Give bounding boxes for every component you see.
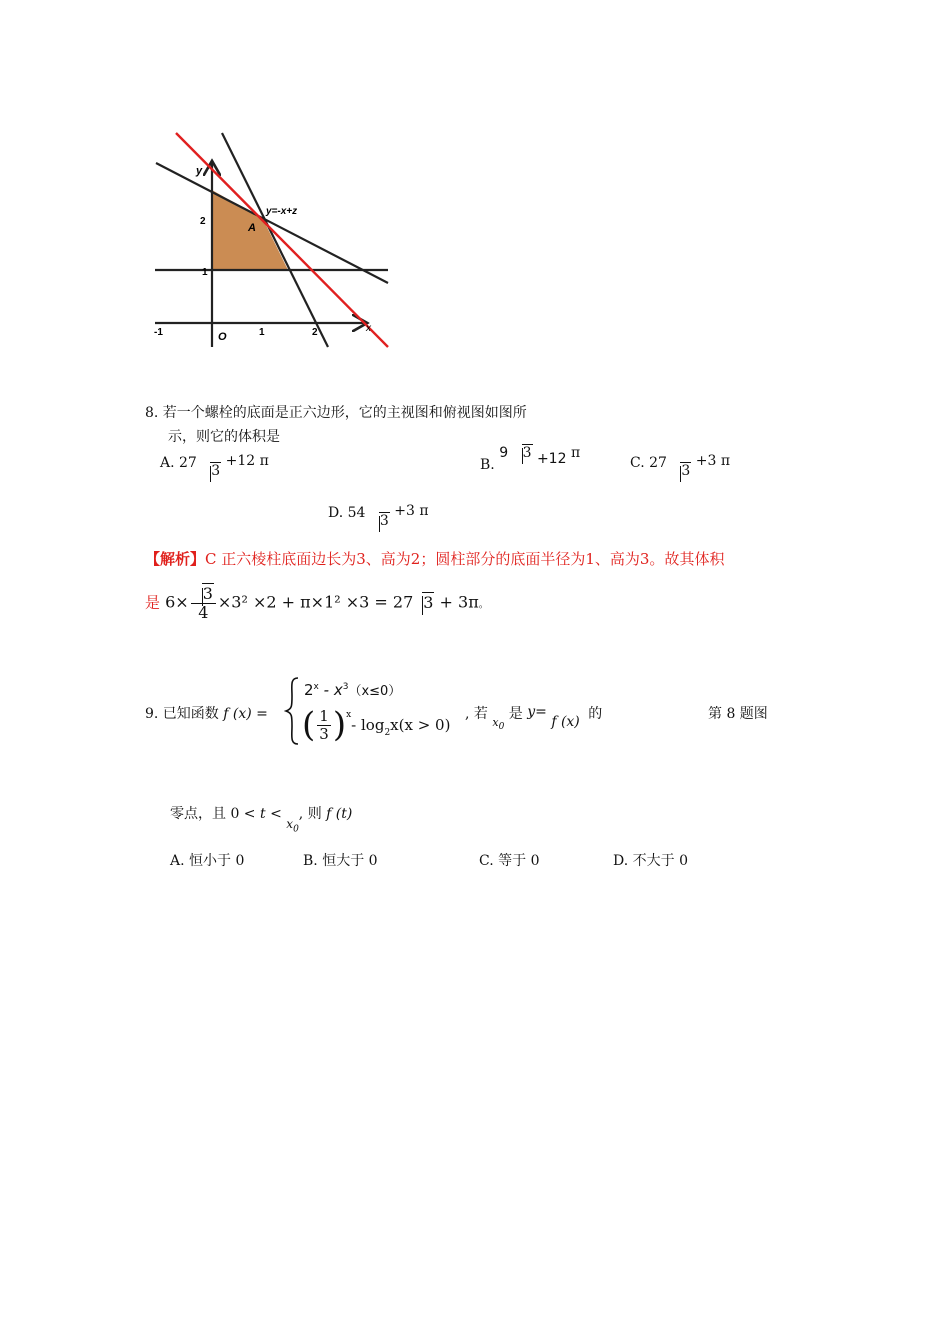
q8-option-d: D. 54 3 +3 π [328, 503, 429, 529]
q9-brace [284, 676, 300, 746]
y-axis-label: y [196, 165, 203, 177]
origin-label: O [218, 331, 227, 343]
tick-x-neg1: -1 [154, 327, 163, 338]
q9-option-c: C. 等于 0 [479, 853, 540, 869]
line-equation-label: y=-x+z [266, 206, 298, 217]
q9-after-brace: , 若 $_{x_0}$ 是 y= f (x) 的 [465, 704, 603, 733]
q9-case2: ( $\frac{1}{3}$ ) $^x$ - log $_2$ x(x > 0) [302, 705, 451, 745]
q9-case1: $2^x - x^3(x\le 0)$ [304, 681, 402, 699]
tick-y-2: 2 [200, 216, 206, 227]
figure-8-caption: 第 8 题图 [708, 706, 768, 722]
tick-x-1: 1 [259, 327, 265, 338]
q8-stem-line1: 8. 若一个螺栓的底面是正六边形，它的主视图和俯视图如图所 [145, 405, 527, 421]
q9-stem: 9. 已知函数 f (x) = [145, 706, 268, 722]
q9-option-a: A. 恒小于 0 [170, 853, 245, 869]
tick-x-2: 2 [312, 327, 318, 338]
analysis-tag: 【解析】 [145, 550, 206, 568]
q9-line2: 零点，且 $0 < t < x_0$, 则 f (t) [170, 806, 353, 835]
q9-option-d: D. 不大于 0 [613, 853, 688, 869]
linear-programming-graph [150, 125, 395, 355]
red-line [176, 133, 388, 347]
q8-option-c: C. 27 3 +3 π [630, 453, 731, 479]
q8-analysis: 【解析】C 正六棱柱底面边长为3、高为2；圆柱部分的底面半径为1、高为3。故其体积 [145, 550, 725, 568]
q9-option-b: B. 恒大于 0 [303, 853, 378, 869]
x-axis-label: x [366, 323, 371, 334]
q8-stem-line2: 示，则它的体积是 [168, 429, 280, 445]
q8-option-a: A. 27 3 +12 π [160, 453, 269, 479]
tick-y-1: 1 [202, 267, 208, 278]
q8-option-b: B. 9 3 +12 π [480, 445, 581, 473]
q8-formula: 是 6× $\frac{3}{4}$ ×3² ×2 + π×1² ×3 = 27 3 + 3π。 [145, 584, 489, 622]
point-a-label: A [248, 222, 256, 234]
